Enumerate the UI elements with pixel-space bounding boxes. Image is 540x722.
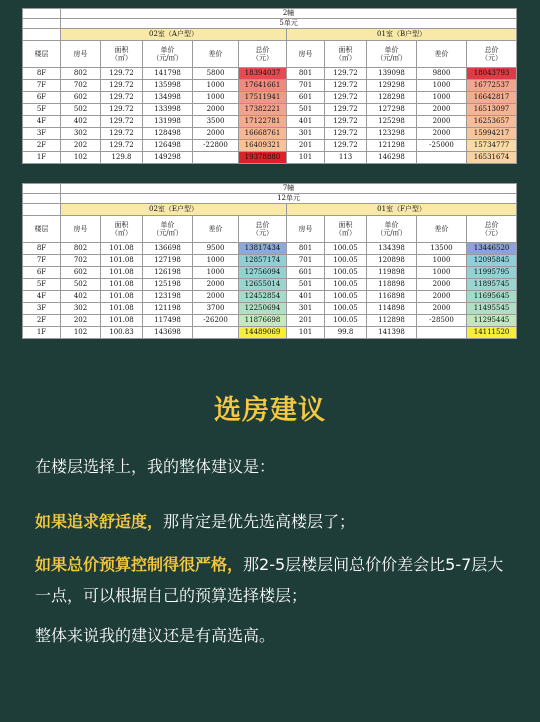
table-cell: 100.05 xyxy=(325,255,367,267)
room-type-e: 02室（E户型） xyxy=(61,204,287,216)
table-cell: 125198 xyxy=(143,279,193,291)
table-cell: 101 xyxy=(287,327,325,339)
point-comfort-text: 那肯定是优先选高楼层了； xyxy=(163,512,356,531)
table-cell: 101.08 xyxy=(101,303,143,315)
table-row xyxy=(23,140,517,152)
table-cell: 131998 xyxy=(143,116,193,128)
table-cell: 101.08 xyxy=(101,279,143,291)
table-cell: 139098 xyxy=(367,68,417,80)
table-row xyxy=(23,128,517,140)
table-cell: 18394037 xyxy=(239,68,287,80)
table-cell: 501 xyxy=(287,279,325,291)
table-cell: 149298 xyxy=(143,152,193,164)
room-type-b: 01室（B户型） xyxy=(287,29,517,41)
room-type-f: 01室（F户型） xyxy=(287,204,517,216)
table-cell: 501 xyxy=(287,104,325,116)
table-row xyxy=(23,68,517,80)
table-cell: 401 xyxy=(287,116,325,128)
conclusion-text: 整体来说我的建议还是有高选高。 xyxy=(35,626,276,645)
table-cell: 3F xyxy=(23,303,61,315)
table-cell: 16513097 xyxy=(467,104,517,116)
table-cell: 129.72 xyxy=(101,80,143,92)
table-cell: 701 xyxy=(287,80,325,92)
table-cell: 19378880 xyxy=(239,152,287,164)
column-header: 房号 xyxy=(287,216,325,243)
room-type-a: 02室（A户型） xyxy=(61,29,287,41)
column-header: 房号 xyxy=(61,216,101,243)
table-row xyxy=(23,303,517,315)
table-cell: 129.72 xyxy=(325,116,367,128)
table-cell: 129.72 xyxy=(101,68,143,80)
table-cell: 133998 xyxy=(143,104,193,116)
column-header: 单价 （元/㎡） xyxy=(143,41,193,68)
table-cell: 117498 xyxy=(143,315,193,327)
table-cell: 5F xyxy=(23,104,61,116)
column-header: 单价 （元/㎡） xyxy=(143,216,193,243)
table-cell: 16531674 xyxy=(467,152,517,164)
price-table-building-2 xyxy=(22,8,516,164)
table-cell: 301 xyxy=(287,128,325,140)
table-cell: 134398 xyxy=(367,243,417,255)
intro-text: 在楼层选择上，我的整体建议是： xyxy=(35,457,276,476)
table-cell: 16253657 xyxy=(467,116,517,128)
table-cell xyxy=(193,152,239,164)
column-header: 楼层 xyxy=(23,216,61,243)
table-cell: 13500 xyxy=(417,243,467,255)
table-cell: 101.08 xyxy=(101,243,143,255)
table-cell: 7F xyxy=(23,80,61,92)
table-cell: 701 xyxy=(287,255,325,267)
table-header-row xyxy=(23,216,517,243)
table-row xyxy=(23,80,517,92)
table-cell: 16642817 xyxy=(467,92,517,104)
table-cell: 401 xyxy=(287,291,325,303)
unit-name: 12单元 xyxy=(61,194,517,204)
table-cell: 801 xyxy=(287,243,325,255)
column-header: 面积 （㎡） xyxy=(101,41,143,68)
table-row xyxy=(23,152,517,164)
unit-name: 5单元 xyxy=(61,19,517,29)
table-cell: 602 xyxy=(61,92,101,104)
table-cell: 302 xyxy=(61,303,101,315)
table-cell: 129.72 xyxy=(325,80,367,92)
table-cell: 120898 xyxy=(367,255,417,267)
table-cell: 5800 xyxy=(193,68,239,80)
table-cell: 14111520 xyxy=(467,327,517,339)
price-table-building-7 xyxy=(22,183,516,339)
table-cell: 127298 xyxy=(367,104,417,116)
table-cell: 127198 xyxy=(143,255,193,267)
table-row xyxy=(23,92,517,104)
table-cell: 134998 xyxy=(143,92,193,104)
table-cell: 6F xyxy=(23,92,61,104)
table-cell: 129.72 xyxy=(101,116,143,128)
table-cell: 100.05 xyxy=(325,291,367,303)
column-header: 差价 xyxy=(417,216,467,243)
table-cell: 8F xyxy=(23,243,61,255)
table-cell: 126498 xyxy=(143,140,193,152)
table-cell: 602 xyxy=(61,267,101,279)
table-cell: 129.72 xyxy=(101,140,143,152)
column-header: 单价 （元/㎡） xyxy=(367,216,417,243)
table-cell: 129.72 xyxy=(325,140,367,152)
table-cell: 6F xyxy=(23,267,61,279)
table-cell: 129.72 xyxy=(101,128,143,140)
table-cell: 16668761 xyxy=(239,128,287,140)
section-title: 选房建议 xyxy=(214,395,326,426)
table-cell: 118898 xyxy=(367,279,417,291)
column-header: 总价 （元） xyxy=(239,41,287,68)
table-cell: 100.05 xyxy=(325,315,367,327)
table-cell: 1000 xyxy=(193,80,239,92)
table-cell: 2000 xyxy=(417,303,467,315)
table-cell: 11876698 xyxy=(239,315,287,327)
table-cell: 101 xyxy=(287,152,325,164)
table-cell: 17511941 xyxy=(239,92,287,104)
table-empty-cell xyxy=(23,9,61,19)
table-cell: 101.08 xyxy=(101,315,143,327)
table-cell: 1000 xyxy=(417,92,467,104)
table-cell: 3700 xyxy=(193,303,239,315)
table-cell: 101.08 xyxy=(101,255,143,267)
table-cell: 201 xyxy=(287,315,325,327)
table-cell: 116898 xyxy=(367,291,417,303)
table-cell: 102 xyxy=(61,327,101,339)
table-row xyxy=(23,279,517,291)
table-cell: 2000 xyxy=(193,104,239,116)
table-cell: 11695645 xyxy=(467,291,517,303)
column-header: 总价 （元） xyxy=(239,216,287,243)
table-cell: 17641661 xyxy=(239,80,287,92)
table-cell: 502 xyxy=(61,279,101,291)
table-cell xyxy=(417,327,467,339)
table-cell: 12655014 xyxy=(239,279,287,291)
table-cell: 601 xyxy=(287,267,325,279)
table-cell: 402 xyxy=(61,116,101,128)
table-cell xyxy=(193,327,239,339)
table-cell: -22800 xyxy=(193,140,239,152)
table-cell: 121198 xyxy=(143,303,193,315)
table-cell: 119898 xyxy=(367,267,417,279)
table-row xyxy=(23,255,517,267)
table-cell: 100.05 xyxy=(325,267,367,279)
table-cell: 301 xyxy=(287,303,325,315)
column-header: 面积 （㎡） xyxy=(325,41,367,68)
table-cell: 12095845 xyxy=(467,255,517,267)
table-row xyxy=(23,327,517,339)
table-cell: 9500 xyxy=(193,243,239,255)
column-header: 差价 xyxy=(193,216,239,243)
column-header: 单价 （元/㎡） xyxy=(367,41,417,68)
table-cell: 402 xyxy=(61,291,101,303)
point-budget xyxy=(35,549,515,611)
table-cell: 202 xyxy=(61,140,101,152)
table-cell: 129.72 xyxy=(325,68,367,80)
table-cell: 129.72 xyxy=(325,104,367,116)
table-cell xyxy=(417,152,467,164)
column-header: 差价 xyxy=(417,41,467,68)
table-cell: 11295445 xyxy=(467,315,517,327)
table-cell: 113 xyxy=(325,152,367,164)
table-cell: 129298 xyxy=(367,80,417,92)
table-cell: 202 xyxy=(61,315,101,327)
column-header: 总价 （元） xyxy=(467,216,517,243)
point-budget-highlight: 如果总价预算控制得很严格， xyxy=(35,555,244,574)
table-cell: 8F xyxy=(23,68,61,80)
table-cell: 13817434 xyxy=(239,243,287,255)
point-comfort-highlight: 如果追求舒适度， xyxy=(35,512,164,531)
table-empty-cell xyxy=(23,204,61,216)
table-cell: 702 xyxy=(61,80,101,92)
table-cell: 502 xyxy=(61,104,101,116)
table-cell: 112898 xyxy=(367,315,417,327)
table-row xyxy=(23,116,517,128)
table-empty-cell xyxy=(23,19,61,29)
table-cell: 136698 xyxy=(143,243,193,255)
table-cell: 2000 xyxy=(193,291,239,303)
table-cell: 100.05 xyxy=(325,243,367,255)
table-cell: 11895745 xyxy=(467,279,517,291)
table-empty-cell xyxy=(23,194,61,204)
table-cell: -26200 xyxy=(193,315,239,327)
table-cell: 100.83 xyxy=(101,327,143,339)
table-cell: 121298 xyxy=(367,140,417,152)
table-cell: 2F xyxy=(23,140,61,152)
point-budget-text: 那2-5层楼层间总价价差会比5-7层大一点，可以根据自己的预算选择楼层； xyxy=(35,555,504,605)
table-row xyxy=(23,315,517,327)
table-cell: 12250694 xyxy=(239,303,287,315)
table-row xyxy=(23,104,517,116)
table-cell: 15734777 xyxy=(467,140,517,152)
table-cell: 128498 xyxy=(143,128,193,140)
table-cell: 2000 xyxy=(193,128,239,140)
table-cell: 2000 xyxy=(417,116,467,128)
building-name: 2幢 xyxy=(61,9,517,19)
table-cell: 2000 xyxy=(417,291,467,303)
table-cell: 16772537 xyxy=(467,80,517,92)
table-cell: 129.72 xyxy=(325,92,367,104)
table-cell: 2000 xyxy=(417,104,467,116)
table-header-row xyxy=(23,41,517,68)
building-name: 7幢 xyxy=(61,184,517,194)
table-cell: 2000 xyxy=(417,279,467,291)
table-cell: -25000 xyxy=(417,140,467,152)
table-cell: 1000 xyxy=(193,92,239,104)
table-cell: 12452854 xyxy=(239,291,287,303)
table-cell: 146298 xyxy=(367,152,417,164)
table-cell: 15994217 xyxy=(467,128,517,140)
column-header: 总价 （元） xyxy=(467,41,517,68)
table-row xyxy=(23,291,517,303)
table-cell: 16409321 xyxy=(239,140,287,152)
table-cell: 11495545 xyxy=(467,303,517,315)
table-cell: 201 xyxy=(287,140,325,152)
column-header: 楼层 xyxy=(23,41,61,68)
table-cell: 114898 xyxy=(367,303,417,315)
table-cell: 141798 xyxy=(143,68,193,80)
table-row xyxy=(23,243,517,255)
table-cell: 4F xyxy=(23,291,61,303)
table-cell: 802 xyxy=(61,243,101,255)
table-cell: 135998 xyxy=(143,80,193,92)
table-cell: 7F xyxy=(23,255,61,267)
table-cell: 1F xyxy=(23,152,61,164)
table-empty-cell xyxy=(23,184,61,194)
table-cell: 702 xyxy=(61,255,101,267)
table-cell: 12756094 xyxy=(239,267,287,279)
table-cell: 3500 xyxy=(193,116,239,128)
table-cell: 100.05 xyxy=(325,279,367,291)
table-cell: 14489069 xyxy=(239,327,287,339)
table-cell: 141398 xyxy=(367,327,417,339)
table-cell: 126198 xyxy=(143,267,193,279)
column-header: 差价 xyxy=(193,41,239,68)
table-cell: 17382221 xyxy=(239,104,287,116)
table-cell: 801 xyxy=(287,68,325,80)
table-cell: 129.72 xyxy=(101,92,143,104)
column-header: 面积 （㎡） xyxy=(325,216,367,243)
table-cell: 12857174 xyxy=(239,255,287,267)
table-cell: 1000 xyxy=(193,255,239,267)
table-cell: 100.05 xyxy=(325,303,367,315)
table-cell: 101.08 xyxy=(101,267,143,279)
table-cell: 128298 xyxy=(367,92,417,104)
table-cell: 302 xyxy=(61,128,101,140)
table-cell: 99.8 xyxy=(325,327,367,339)
column-header: 房号 xyxy=(61,41,101,68)
table-cell: 1000 xyxy=(417,267,467,279)
table-cell: 9800 xyxy=(417,68,467,80)
table-cell: 2000 xyxy=(417,128,467,140)
column-header: 房号 xyxy=(287,41,325,68)
table-cell: 125298 xyxy=(367,116,417,128)
table-cell: 4F xyxy=(23,116,61,128)
table-cell: 2F xyxy=(23,315,61,327)
table-cell: 802 xyxy=(61,68,101,80)
point-comfort xyxy=(35,506,515,537)
table-cell: 1F xyxy=(23,327,61,339)
table-cell: 1000 xyxy=(193,267,239,279)
table-cell: 129.72 xyxy=(325,128,367,140)
column-header: 面积 （㎡） xyxy=(101,216,143,243)
table-cell: 102 xyxy=(61,152,101,164)
table-cell: 129.8 xyxy=(101,152,143,164)
table-cell: -28500 xyxy=(417,315,467,327)
table-cell: 1000 xyxy=(417,255,467,267)
table-cell: 3F xyxy=(23,128,61,140)
table-cell: 123298 xyxy=(367,128,417,140)
table-cell: 17122781 xyxy=(239,116,287,128)
table-cell: 11995795 xyxy=(467,267,517,279)
table-cell: 2000 xyxy=(193,279,239,291)
table-cell: 1000 xyxy=(417,80,467,92)
table-cell: 13446520 xyxy=(467,243,517,255)
table-cell: 101.08 xyxy=(101,291,143,303)
table-cell: 18043793 xyxy=(467,68,517,80)
table-cell: 123198 xyxy=(143,291,193,303)
table-cell: 143698 xyxy=(143,327,193,339)
table-cell: 601 xyxy=(287,92,325,104)
table-cell: 5F xyxy=(23,279,61,291)
table-cell: 129.72 xyxy=(101,104,143,116)
table-empty-cell xyxy=(23,29,61,41)
table-row xyxy=(23,267,517,279)
